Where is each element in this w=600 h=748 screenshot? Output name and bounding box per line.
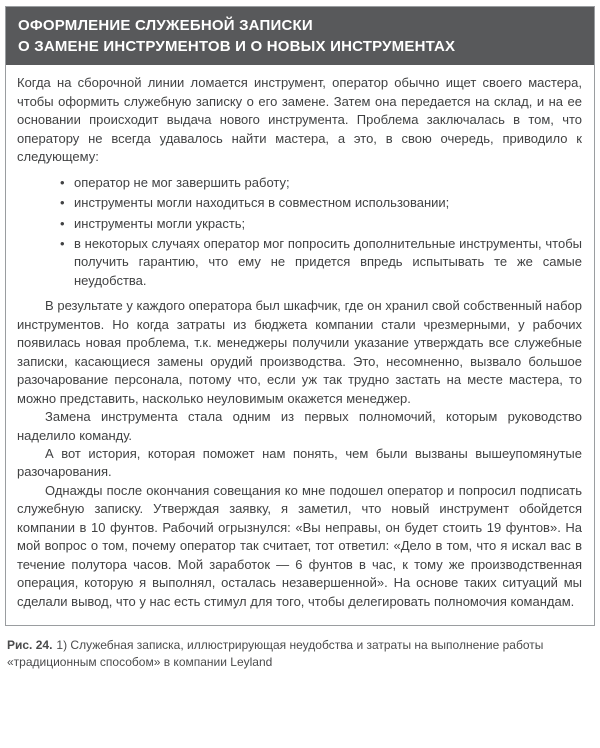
panel-header (6, 7, 594, 65)
bullet-item (17, 235, 582, 290)
bullet-text: инструменты могли украсть; (74, 215, 246, 231)
bullet-item (17, 174, 582, 192)
paragraph-authority: Замена инструмента стала одним из первых полномочий, которым руководство наделило команду. (17, 409, 582, 443)
bullet-item (17, 194, 582, 212)
figure-caption-label: Рис. 24. (7, 638, 53, 653)
bullet-icon: • (60, 195, 65, 211)
panel-title-line-2: О ЗАМЕНЕ ИНСТРУМЕНТОВ И О НОВЫХ ИНСТРУМЕНТАХ (18, 37, 456, 55)
paragraph-story: Однажды после окончания совещания ко мне подошел оператор и попросил подписать служебную записку. Утверждая заявку, я заметил, что новый инструмент обойдется компании в 10 фунтов. Рабочий огрызнулся: «Вы неправы, он будет стоить 19 фунтов». На мой вопрос о том, почему оператор так считает, тот ответил: «Дело в том, что я искал вас в течение полутора часов. Мой заработок — 6 фунтов в час, к тому же производственная операция, которую я выполнял, осталась незавершенной». На основе таких ситуаций мы сделали вывод, что у нас есть стимул для того, чтобы делегировать полномочия командам. (17, 482, 582, 609)
bullet-icon: • (60, 215, 65, 231)
figure-caption-text: 1) Служебная записка, иллюстрирующая неудобства и затраты на выполнение работы «традиционным способом» в компании Leyland (7, 638, 544, 669)
bullet-list (17, 174, 582, 291)
bullet-text: инструменты могли находиться в совместном использовании; (74, 195, 450, 211)
panel-title-line-1: ОФОРМЛЕНИЕ СЛУЖЕБНОЙ ЗАПИСКИ (18, 17, 313, 34)
bullet-icon: • (60, 236, 65, 251)
figure-caption (5, 637, 595, 671)
bullet-icon: • (60, 174, 65, 190)
paragraph-intro: Когда на сборочной линии ломается инструмент, оператор обычно ищет своего мастера, чтобы оформить служебную записку о его замене. Затем она передается на склад, и на ее основании происходит выдача нового инструмента. Проблема заключалась в том, что оператору не всегда удавалось найти мастера, а это, в свою очередь, приводило к следующему: (17, 75, 582, 165)
paragraph-story-lead: А вот история, которая поможет нам понять, чем были вызваны вышеупомянутые разочарования. (17, 445, 582, 480)
panel-body (6, 65, 594, 625)
bullet-text: оператор не мог завершить работу; (74, 174, 290, 190)
bullet-item (17, 215, 582, 233)
paragraph-lockers: В результате у каждого оператора был шкафчик, где он хранил свой собственный набор инструментов. Но когда затраты из бюджета компании стали чрезмерными, у рабочих появилась новая проблема, т.к. менеджеры получили указание утверждать все служебные записки, касающиеся замены орудий производства. Это, несомненно, вызвало большое разочарование персонала, потому что, если уж так трудно застать на месте мастера, то можно представить, насколько неуловимым окажется менеджер. (17, 298, 582, 406)
bullet-text: в некоторых случаях оператор мог попросить дополнительные инструменты, чтобы получить гарантию, что ему не придется впредь испытывать те же самые неудобства. (74, 236, 582, 288)
memo-panel (5, 6, 595, 626)
